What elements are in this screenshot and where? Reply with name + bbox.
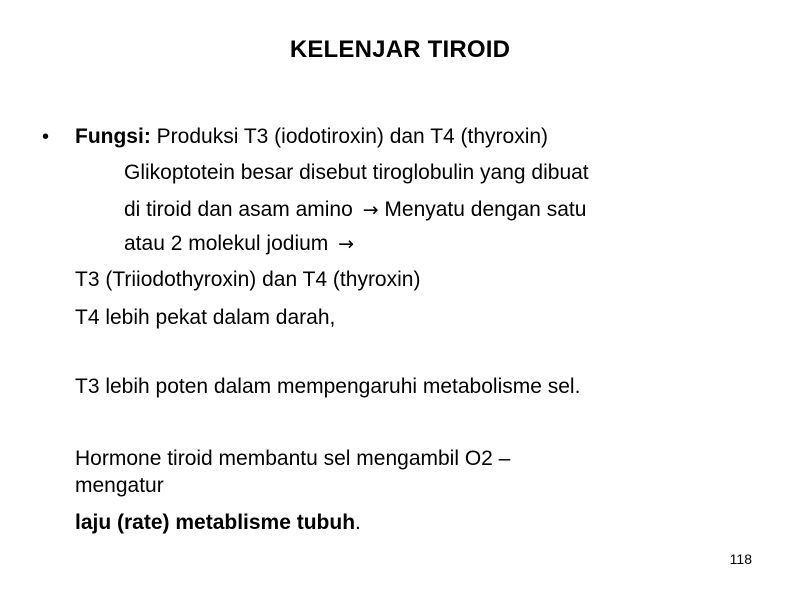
fungsi-line bbox=[75, 124, 548, 149]
fungsi-text: Produksi T3 (iodotiroxin) dan T4 (thyroxin) bbox=[150, 125, 549, 148]
t3-t4-line: T3 (Triiodothyroxin) dan T4 (thyroxin) bbox=[75, 268, 421, 291]
laju-bold-text: laju (rate) metablisme tubuh bbox=[75, 511, 356, 534]
t3-poten-line: T3 lebih poten dalam mempengaruhi metabolisme sel. bbox=[75, 375, 581, 398]
fungsi-label: Fungsi: bbox=[75, 125, 151, 148]
asam-amino-text: di tiroid dan asam amino bbox=[124, 198, 353, 221]
laju-line bbox=[75, 510, 361, 535]
hormone-line: Hormone tiroid membantu sel mengambil O2 – bbox=[75, 447, 511, 470]
arrow-right-icon: → bbox=[362, 199, 379, 221]
menyatu-text: Menyatu dengan satu bbox=[384, 198, 587, 221]
jodium-text: atau 2 molekul jodium bbox=[124, 232, 329, 255]
bullet-icon: • bbox=[42, 126, 50, 148]
laju-period: . bbox=[355, 511, 361, 534]
jodium-line bbox=[124, 231, 354, 257]
page-number: 118 bbox=[729, 551, 752, 567]
glikoprotein-line: Glikoptotein besar disebut tiroglobulin yang dibuat bbox=[124, 161, 589, 184]
t4-pekat-line: T4 lebih pekat dalam darah, bbox=[75, 306, 336, 329]
asam-amino-line bbox=[124, 197, 586, 223]
mengatur-line: mengatur bbox=[75, 474, 164, 497]
slide-title: KELENJAR TIROID bbox=[289, 36, 511, 63]
arrow-right-icon: → bbox=[338, 233, 355, 255]
